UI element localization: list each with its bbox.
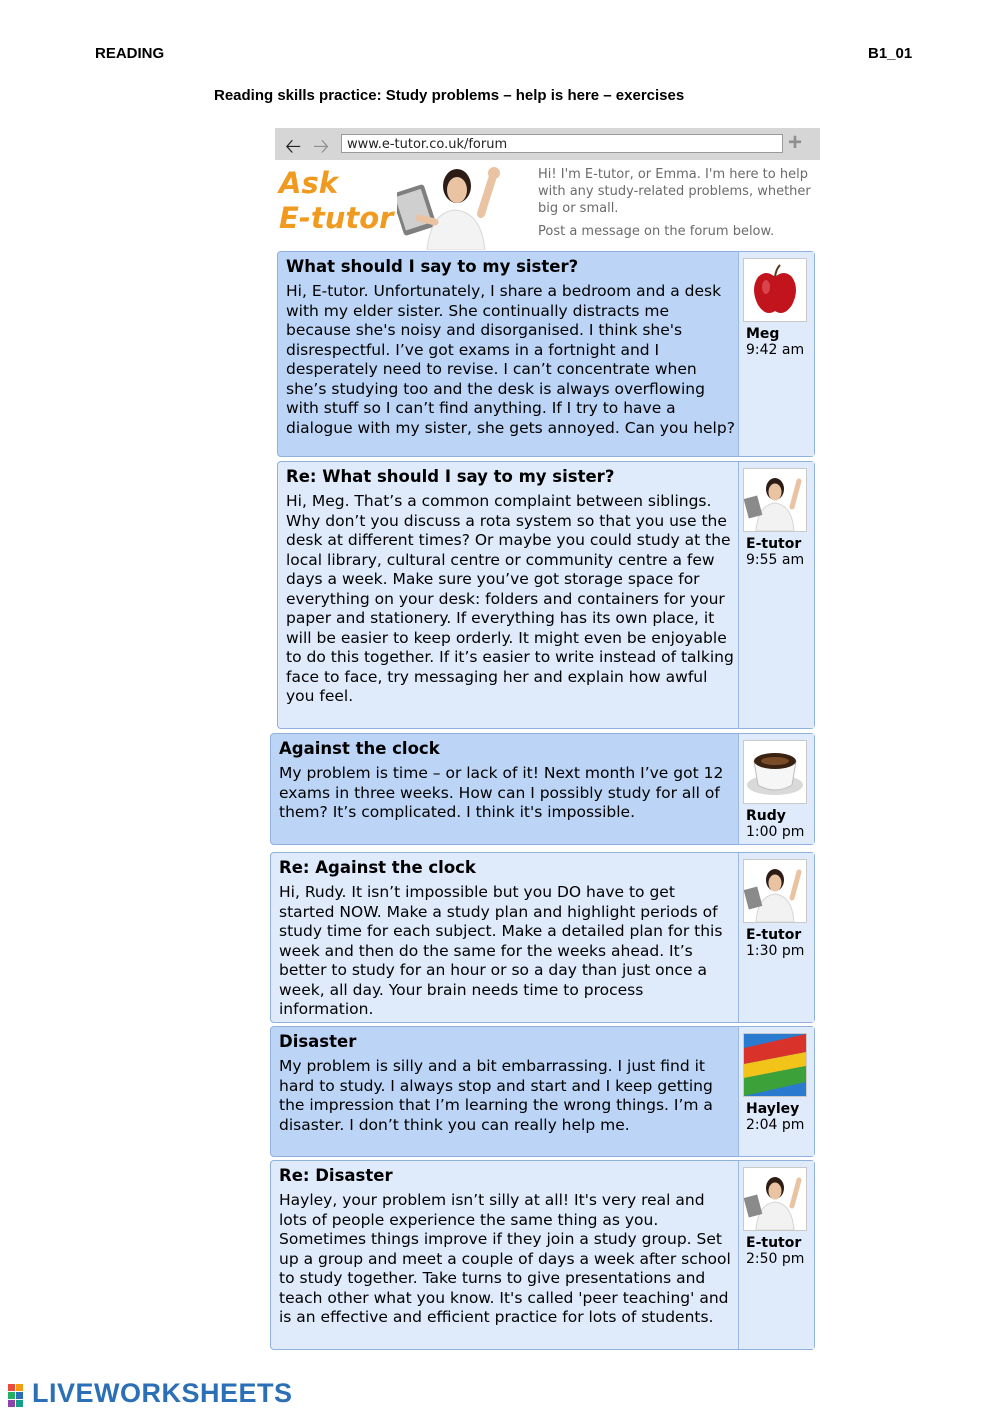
post-author-panel [738,252,814,456]
forum-post [270,852,815,1023]
arrow-right-icon[interactable]: 🡢 [313,136,330,158]
post-time: 9:42 am [746,342,805,358]
worksheet-title: Reading skills practice: Study problems – help is here – exercises [214,87,685,104]
banner-intro [538,166,820,240]
forum-post [270,1160,815,1350]
post-time: 1:30 pm [746,943,805,959]
post-author: Rudy [746,808,786,824]
rainbow-icon [743,1033,807,1097]
post-author: E-tutor [746,1235,802,1251]
post-body: Hayley, your problem isn’t silly at all! It's very real and lots of people experience the same thing as you. Sometimes things improve if they join a study group. Set up a group and meet a couple of days a week after school to study together. Take turns to give presentations and teach other what you know. It's called 'peer teaching' and is an effective and efficient practice for lots of students. [279,1191,731,1326]
post-title: Re: Against the clock [279,858,476,877]
post-author: Hayley [746,1101,800,1117]
plus-icon[interactable]: + [788,129,803,156]
post-prompt: Post a message on the forum below. [538,224,775,239]
post-author-panel [738,1161,814,1349]
site-brand [279,166,393,236]
post-body: My problem is silly and a bit embarrassing. I just find it hard to study. I always stop and start and I keep getting the impression that I’m learning the wrong things. I’m a disaster. I don’t think you can really help me. [279,1057,713,1134]
post-time: 2:04 pm [746,1117,805,1133]
post-body: Hi, Rudy. It isn’t impossible but you DO have to get started NOW. Make a study plan and highlight periods of study time for each subject. Make a detailed plan for this week and then do the same for the weeks ahead. It’s better to study for an hour or so a day than just once a week, all day. Your brain needs time to process information. [279,883,723,1018]
apple-icon [743,258,807,322]
post-title: What should I say to my sister? [286,257,579,276]
arrow-left-icon[interactable]: 🡠 [285,136,302,158]
post-title: Re: Disaster [279,1166,393,1185]
level-code: B1_01 [868,45,913,62]
tutor-icon [743,859,807,923]
post-author: Meg [746,326,780,342]
browser-bar [275,128,820,161]
post-author-panel [738,734,814,844]
brand-line-2: E-tutor [279,201,394,235]
liveworksheets-logo-icon [8,1382,32,1410]
post-title: Disaster [279,1032,357,1051]
reading-label: READING [95,45,165,62]
post-title: Against the clock [279,739,440,758]
coffee-cup-icon [743,740,807,804]
post-title: Re: What should I say to my sister? [286,467,615,486]
site-banner [275,160,820,250]
forum-post [270,1026,815,1157]
post-time: 2:50 pm [746,1251,805,1267]
post-author-panel [738,462,814,728]
tutor-icon [743,468,807,532]
post-body: My problem is time – or lack of it! Next month I’ve got 12 exams in three weeks. How can I possibly study for all of them? It’s complicated. I think it's impossible. [279,764,724,821]
post-author-panel [738,1027,814,1156]
post-author-panel [738,853,814,1022]
url-field[interactable]: www.e-tutor.co.uk/forum [341,134,783,153]
post-body: Hi, E-tutor. Unfortunately, I share a bedroom and a desk with my elder sister. She continually distracts me because she's noisy and disorganised. I think she's disrespectful. I’ve got exams in a fortnight and I desperately need to revise. I can’t concentrate when she’s studying too and the desk is always overflowing with stuff so I can’t find anything. If I try to have a dialogue with my sister, she gets annoyed. Can you help? [286,282,735,437]
intro-text: Hi! I'm E-tutor, or Emma. I'm here to help with any study-related problems, whether big or small. [538,167,811,216]
post-time: 1:00 pm [746,824,805,840]
tutor-icon [743,1167,807,1231]
post-author: E-tutor [746,536,802,552]
post-time: 9:55 am [746,552,805,568]
forum-post [277,251,815,457]
forum-post [277,461,815,729]
forum-post [270,733,815,845]
footer-brand[interactable]: LIVEWORKSHEETS [32,1378,293,1408]
brand-line-1: Ask [279,166,338,200]
post-author: E-tutor [746,927,802,943]
post-body: Hi, Meg. That’s a common complaint between siblings. Why don’t you discuss a rota system so that you use the desk at different times? Or maybe you could study at the local library, cultural centre or community centre a few days a week. Make sure you’ve got storage space for everything on your desk: folders and containers for your paper and stationery. If everything has its own place, it will be easier to keep orderly. It might even be enjoyable to do this together. If it’s easier to write instead of talking face to face, try messaging her and explain how awful you feel. [286,492,734,705]
tutor-photo [397,162,515,250]
